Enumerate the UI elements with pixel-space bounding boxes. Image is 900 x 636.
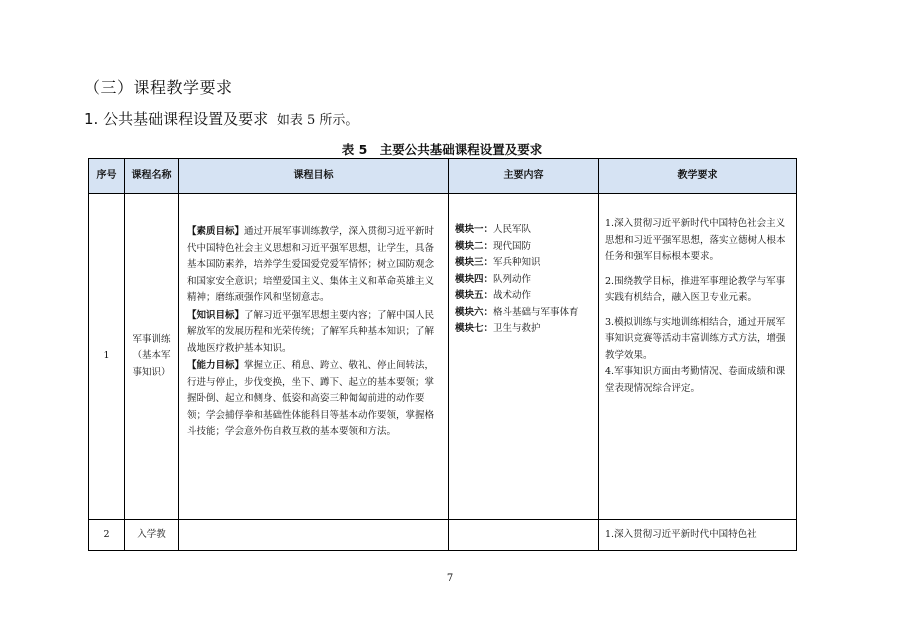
header-no: 序号 bbox=[89, 159, 125, 194]
module-item: 模块七：卫生与救护 bbox=[455, 323, 541, 334]
page-number: 7 bbox=[446, 573, 454, 584]
requirement-item: 1.深入贯彻习近平新时代中国特色社会主义思想和习近平强军思想，落实立德树人根本任务和强军目标根本要求。 bbox=[605, 218, 786, 262]
module-item: 模块六：格斗基础与军事体育 bbox=[455, 306, 579, 318]
requirement-item: 1.深入贯彻习近平新时代中国特色社 bbox=[605, 528, 757, 540]
module-item: 模块四：队列动作 bbox=[455, 273, 532, 285]
course-goals bbox=[179, 194, 449, 520]
requirement-item: 4.军事知识方面由考勤情况、卷面成绩和课堂表现情况综合评定。 bbox=[605, 366, 786, 394]
row-number: 1 bbox=[89, 194, 125, 520]
course-table bbox=[88, 158, 797, 551]
header-content: 主要内容 bbox=[449, 159, 599, 194]
table-header-row bbox=[89, 159, 797, 194]
header-goals: 课程目标 bbox=[179, 159, 449, 194]
module-item: 模块二：现代国防 bbox=[455, 240, 532, 252]
teaching-requirements bbox=[599, 520, 797, 551]
course-goals bbox=[179, 520, 449, 551]
main-content bbox=[449, 520, 599, 551]
course-name: 入学教 bbox=[125, 520, 179, 551]
table-caption: 表 5 主要公共基础课程设置及要求 bbox=[341, 142, 543, 157]
section-title: （三）课程教学要求 bbox=[84, 78, 233, 97]
header-requirements: 教学要求 bbox=[599, 159, 797, 194]
requirement-item: 3.模拟训练与实地训练相结合，通过开展军事知识竞赛等活动丰富训练方式方法，增强教学效果。 bbox=[605, 316, 786, 361]
module-item: 模块一：人民军队 bbox=[455, 224, 532, 235]
subsection-note: 如表 5 所示。 bbox=[276, 113, 359, 128]
goal-knowledge: 【知识目标】了解习近平强军思想主要内容；了解中国人民解放军的发展历程和光荣传统；了解军兵种基本知识；了解战地医疗救护基本知识。 bbox=[187, 309, 435, 354]
subsection-heading bbox=[84, 108, 358, 129]
teaching-requirements bbox=[599, 194, 797, 520]
row-number: 2 bbox=[89, 520, 125, 551]
requirement-item: 2.围绕教学目标，推进军事理论教学与军事实践有机结合，融入医卫专业元素。 bbox=[605, 275, 786, 303]
module-item: 模块三：军兵种知识 bbox=[455, 257, 541, 268]
goal-quality: 【素质目标】通过开展军事训练教学，深入贯彻习近平新时代中国特色社会主义思想和习近平强军思想，让学生，具备基本国防素养，培养学生爱国爱党爱军情怀；树立国防观念和国家安全意识；培塑爱国主义、集体主义和革命英雄主义精神；磨练顽强作风和坚韧意志。 bbox=[187, 226, 435, 303]
goal-ability: 【能力目标】掌握立正、稍息、跨立、敬礼、停止间转法，行进与停止，步伐变换，坐下、蹲下、起立的基本要领；掌握卧倒、起立和侧身、低姿和高姿三种匍匐前进的动作要领；学会捕俘拳和基础性体能科目等基本动作要领，掌握格斗技能；学会意外伤自救互救的基本要领和方法。 bbox=[187, 360, 435, 437]
table-row bbox=[89, 520, 797, 551]
header-name: 课程名称 bbox=[125, 159, 179, 194]
course-name: 军事训练（基本军事知识） bbox=[125, 194, 179, 520]
main-content bbox=[449, 194, 599, 520]
table-row bbox=[89, 194, 797, 520]
subsection-title: 1. 公共基础课程设置及要求 bbox=[84, 110, 269, 128]
module-item: 模块五：战术动作 bbox=[455, 290, 532, 301]
